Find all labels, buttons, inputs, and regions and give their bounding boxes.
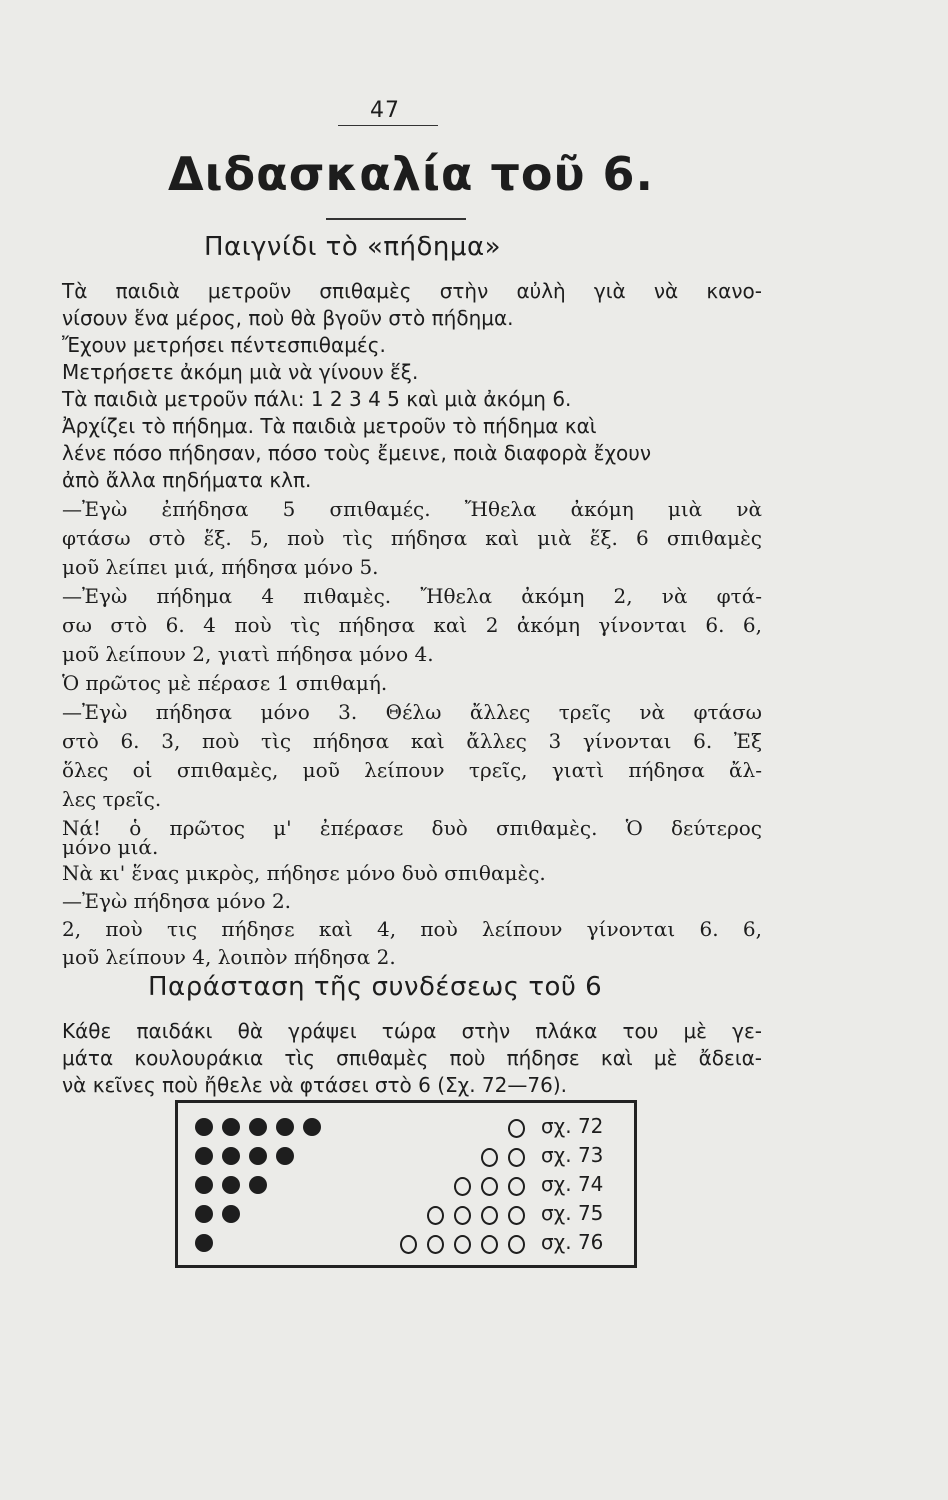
filled-circle <box>276 1147 294 1165</box>
figure-label: σχ. 75 <box>541 1201 604 1225</box>
text-line: —Ἐγὼ πήδησα μόνο 3. Θέλω ἄλλες τρεῖς νὰ φτάσω <box>62 700 762 724</box>
empty-circle <box>454 1177 471 1196</box>
text-line: μοῦ λείπουν 2, γιατὶ πήδησα μόνο 4. <box>62 642 434 666</box>
filled-circle <box>249 1147 267 1165</box>
text-line: ὅλες οἱ σπιθαμὲς, μοῦ λείπουν τρεῖς, γιατὶ πήδησα ἄλ- <box>62 758 762 782</box>
text-line: Ἀρχίζει τὸ πήδημα. Τὰ παιδιὰ μετροῦν τὸ πήδημα καὶ <box>62 414 597 438</box>
text-line: Ὁ πρῶτος μὲ πέρασε 1 σπιθαμή. <box>62 671 388 695</box>
text-line: Νά! ὁ πρῶτος μ' ἐπέρασε δυὸ σπιθαμὲς. Ὁ δεύτερος <box>62 816 762 840</box>
text-line: λένε πόσο πήδησαν, πόσο τοὺς ἔμεινε, ποιὰ διαφορὰ ἔχουν <box>62 441 651 465</box>
text-line: μάτα κουλουράκια τὶς σπιθαμὲς ποὺ πήδησε καὶ μὲ ἄδεια- <box>62 1046 762 1070</box>
text-line: λες τρεῖς. <box>62 787 162 811</box>
figure-label: σχ. 74 <box>541 1172 604 1196</box>
text-line: Τὰ παιδιὰ μετροῦν πάλι: 1 2 3 4 5 καὶ μιὰ ἀκόμη 6. <box>62 387 572 411</box>
empty-circle <box>481 1235 498 1254</box>
filled-circle <box>195 1234 213 1252</box>
filled-circle <box>195 1205 213 1223</box>
filled-circle <box>195 1147 213 1165</box>
figure-row <box>175 1143 637 1171</box>
filled-circle <box>249 1176 267 1194</box>
figure-border <box>175 1265 637 1268</box>
text-line: ἀπὸ ἄλλα πηδήματα κλπ. <box>62 468 312 492</box>
text-line: Ἔχουν μετρήσει πέντεσπιθαμές. <box>62 333 386 357</box>
empty-circle <box>400 1235 417 1254</box>
empty-circle <box>508 1148 525 1167</box>
text-line: νίσουν ἕνα μέρος, ποὺ θὰ βγοῦν στὸ πήδημα. <box>62 306 514 330</box>
empty-circle <box>427 1235 444 1254</box>
empty-circle <box>454 1235 471 1254</box>
text-line: σω στὸ 6. 4 ποὺ τὶς πήδησα καὶ 2 ἀκόμη γίνονται 6. 6, <box>62 613 762 637</box>
text-line: —Ἐγὼ πήδημα 4 πιθαμὲς. Ἤθελα ἀκόμη 2, νὰ φτά- <box>62 584 762 608</box>
text-line: μοῦ λείπουν 4, λοιπὸν πήδησα 2. <box>62 945 396 969</box>
text-line: —Ἐγὼ πήδησα μόνο 2. <box>62 889 292 913</box>
text-line: Νὰ κι' ἕνας μικρὸς, πήδησε μόνο δυὸ σπιθαμὲς. <box>62 861 546 885</box>
empty-circle <box>481 1148 498 1167</box>
text-line: Τὰ παιδιὰ μετροῦν σπιθαμὲς στὴν αὐλὴ γιὰ νὰ κανο- <box>62 279 762 303</box>
figure-row <box>175 1201 637 1229</box>
text-line: —Ἐγὼ ἐπήδησα 5 σπιθαμές. Ἤθελα ἀκόμη μιὰ νὰ <box>62 497 762 521</box>
empty-circle <box>427 1206 444 1225</box>
text-line: Κάθε παιδάκι θὰ γράψει τώρα στὴν πλάκα του μὲ γε- <box>62 1019 762 1043</box>
text-line: νὰ κεῖνες ποὺ ἤθελε νὰ φτάσει στὸ 6 (Σχ. 72—76). <box>62 1073 567 1097</box>
text-line: 2, ποὺ τις πήδησε καὶ 4, ποὺ λείπουν γίνονται 6. 6, <box>62 917 762 941</box>
filled-circle <box>222 1147 240 1165</box>
text-line: φτάσω στὸ ἕξ. 5, ποὺ τὶς πήδησα καὶ μιὰ ἕξ. 6 σπιθαμὲς <box>62 526 762 550</box>
page-number-rule <box>338 125 438 126</box>
figure-label: σχ. 72 <box>541 1114 604 1138</box>
figure-label: σχ. 73 <box>541 1143 604 1167</box>
filled-circle <box>195 1176 213 1194</box>
section-heading: Παράσταση τῆς συνδέσεως τοῦ 6 <box>148 972 603 1002</box>
text-line: Μετρήσετε ἀκόμη μιὰ νὰ γίνουν ἕξ. <box>62 360 419 384</box>
empty-circle <box>454 1206 471 1225</box>
text-line: μοῦ λείπει μιά, πήδησα μόνο 5. <box>62 555 379 579</box>
filled-circle <box>222 1176 240 1194</box>
title-divider <box>326 218 466 220</box>
text-line: στὸ 6. 3, ποὺ τὶς πήδησα καὶ ἄλλες 3 γίνονται 6. Ἐξ <box>62 729 762 753</box>
empty-circle <box>508 1206 525 1225</box>
filled-circle <box>303 1118 321 1136</box>
filled-circle <box>276 1118 294 1136</box>
figure-row <box>175 1114 637 1142</box>
figure-row <box>175 1230 637 1258</box>
chapter-title: Διδασκαλία τοῦ 6. <box>168 147 655 201</box>
figure-border <box>175 1100 637 1103</box>
empty-circle <box>508 1235 525 1254</box>
text-line: μόνο μιά. <box>62 835 159 859</box>
filled-circle <box>249 1118 267 1136</box>
section-subtitle: Παιγνίδι τὸ «πήδημα» <box>204 232 502 262</box>
figure-row <box>175 1172 637 1200</box>
filled-circle <box>222 1118 240 1136</box>
page-number: 47 <box>370 98 400 123</box>
empty-circle <box>508 1119 525 1138</box>
empty-circle <box>481 1206 498 1225</box>
filled-circle <box>222 1205 240 1223</box>
empty-circle <box>508 1177 525 1196</box>
filled-circle <box>195 1118 213 1136</box>
figure-dots <box>175 1100 637 1270</box>
empty-circle <box>481 1177 498 1196</box>
figure-label: σχ. 76 <box>541 1230 604 1254</box>
